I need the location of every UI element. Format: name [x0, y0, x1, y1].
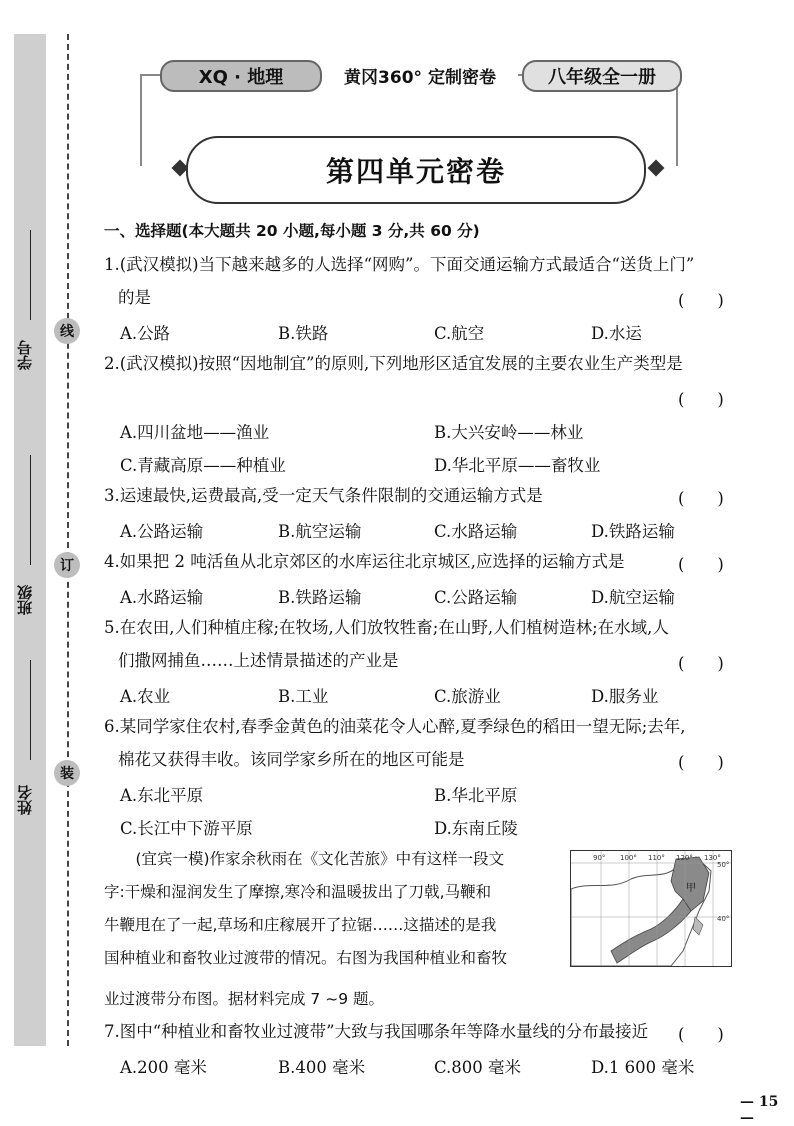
passage-line2: 字:干燥和湿润发生了摩擦,寒冷和温暖拔出了刀戟,马鞭和 [104, 883, 492, 901]
map-lon-120: 120° [676, 854, 693, 862]
q7-stem-line1: 7.图中“种植业和畜牧业过渡带”大致与我国哪条年等降水量线的分布最接近 [104, 1022, 649, 1041]
cut-mark-bind: 订 [54, 552, 80, 578]
q5-answer-blank[interactable]: ( ) [678, 654, 724, 673]
student-id-blank [30, 230, 31, 320]
cut-dashed-line [67, 34, 69, 1046]
passage-line5: 业过渡带分布图。据材料完成 7 ~9 题。 [104, 990, 384, 1008]
passage-line4: 国种植业和畜牧业过渡带的情况。右图为我国种植业和畜牧 [104, 949, 508, 967]
q3-option-b[interactable]: B.航空运输 [278, 522, 362, 541]
unit-title: 第四单元密卷 [186, 136, 646, 204]
q5-stem-line2: 们撒网捕鱼……上述情景描述的产业是 [118, 651, 399, 670]
name-blank [30, 660, 31, 760]
q1-stem-line2: 的是 [118, 288, 151, 307]
map-lon-130: 130° [704, 854, 721, 862]
page-number: — 15 — [740, 1094, 779, 1126]
q6-answer-blank[interactable]: ( ) [678, 753, 724, 772]
q5-option-b[interactable]: B.工业 [278, 687, 329, 706]
q4-option-d[interactable]: D.航空运输 [591, 588, 675, 607]
map-lon-90: 90° [593, 854, 606, 862]
q3-stem-line1: 3.运速最快,运费最高,受一定天气条件限制的交通运输方式是 [104, 486, 543, 505]
passage-line1: (宜宾一模)作家余秋雨在《文化苦旅》中有这样一段文 [120, 850, 505, 868]
q1-option-c[interactable]: C.航空 [434, 324, 485, 343]
q6-stem-line1: 6.某同学家住农村,春季金黄色的油菜花令人心醉,夏季绿色的稻田一望无际;去年, [104, 717, 686, 736]
transition-zone-map [570, 850, 732, 967]
section-heading: 一、选择题(本大题共 20 小题,每小题 3 分,共 60 分) [104, 222, 480, 240]
q7-option-c[interactable]: C.800 毫米 [434, 1058, 522, 1077]
q1-answer-blank[interactable]: ( ) [678, 291, 724, 310]
q5-option-c[interactable]: C.旅游业 [434, 687, 501, 706]
map-graphic [571, 851, 731, 966]
cut-mark-seal: 装 [54, 760, 80, 786]
class-label: 班级 [16, 585, 34, 615]
subject-pill: XQ · 地理 [160, 60, 322, 92]
class-blank [30, 455, 31, 565]
q6-option-d[interactable]: D.东南丘陵 [434, 819, 518, 838]
q1-option-b[interactable]: B.铁路 [278, 324, 329, 343]
q2-option-b[interactable]: B.大兴安岭——林业 [434, 423, 584, 442]
q3-answer-blank[interactable]: ( ) [678, 489, 724, 508]
series-title: 黄冈360° 定制密卷 [322, 60, 518, 90]
q6-option-c[interactable]: C.长江中下游平原 [120, 819, 253, 838]
q3-option-a[interactable]: A.公路运输 [120, 522, 204, 541]
map-lat-50: 50° [717, 861, 730, 869]
q2-stem-line1: 2.(武汉模拟)按照“因地制宜”的原则,下列地形区适宜发展的主要农业生产类型是 [104, 354, 683, 373]
q5-option-a[interactable]: A.农业 [120, 687, 171, 706]
q6-option-b[interactable]: B.华北平原 [434, 786, 518, 805]
q2-option-c[interactable]: C.青藏高原——种植业 [120, 456, 286, 475]
q6-stem-line2: 棉花又获得丰收。该同学家乡所在的地区可能是 [118, 750, 465, 769]
q6-option-a[interactable]: A.东北平原 [120, 786, 204, 805]
q4-option-c[interactable]: C.公路运输 [434, 588, 518, 607]
q4-option-a[interactable]: A.水路运输 [120, 588, 204, 607]
q7-option-a[interactable]: A.200 毫米 [120, 1058, 207, 1077]
q1-option-d[interactable]: D.水运 [591, 324, 642, 343]
grade-pill: 八年级全一册 [522, 60, 682, 92]
q7-option-b[interactable]: B.400 毫米 [278, 1058, 366, 1077]
q7-answer-blank[interactable]: ( ) [678, 1025, 724, 1044]
q5-stem-line1: 5.在农田,人们种植庄稼;在牧场,人们放牧牲畜;在山野,人们植树造林;在水域,人 [104, 618, 669, 637]
map-lon-110: 110° [648, 854, 665, 862]
q3-option-c[interactable]: C.水路运输 [434, 522, 518, 541]
name-label: 姓名 [16, 785, 34, 815]
q4-answer-blank[interactable]: ( ) [678, 555, 724, 574]
q2-option-d[interactable]: D.华北平原——畜牧业 [434, 456, 601, 475]
q7-option-d[interactable]: D.1 600 毫米 [591, 1058, 695, 1077]
cut-mark-line: 线 [54, 318, 80, 344]
q3-option-d[interactable]: D.铁路运输 [591, 522, 675, 541]
student-id-label: 学号 [16, 340, 34, 370]
map-lon-100: 100° [620, 854, 637, 862]
passage-line3: 牛鞭甩在了一起,草场和庄稼展开了拉锯……这描述的是我 [104, 916, 497, 934]
q1-stem-line1: 1.(武汉模拟)当下越来越多的人选择“网购”。下面交通运输方式最适合“送货上门” [104, 255, 695, 274]
q1-option-a[interactable]: A.公路 [120, 324, 171, 343]
q4-stem-line1: 4.如果把 2 吨活鱼从北京郊区的水库运往北京城区,应选择的运输方式是 [104, 552, 625, 571]
q2-answer-blank[interactable]: ( ) [678, 390, 724, 409]
q5-option-d[interactable]: D.服务业 [591, 687, 659, 706]
q4-option-b[interactable]: B.铁路运输 [278, 588, 362, 607]
q2-option-a[interactable]: A.四川盆地——渔业 [120, 423, 270, 442]
map-label-jia: 甲 [686, 883, 696, 894]
map-lat-40: 40° [717, 915, 730, 923]
